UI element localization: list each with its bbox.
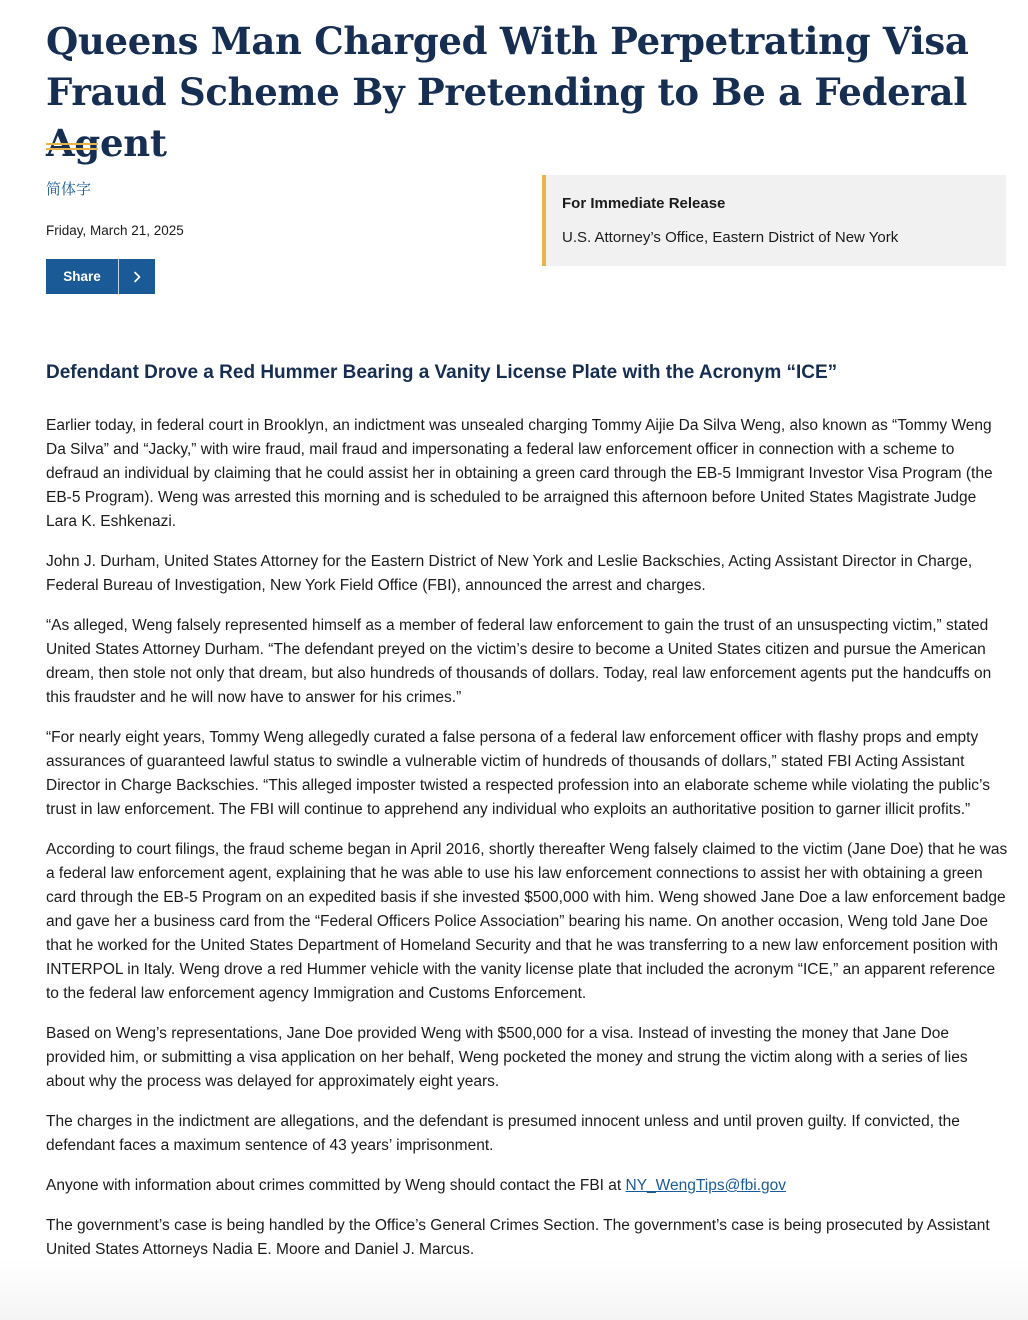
body-paragraph: Earlier today, in federal court in Brooklyn, an indictment was unsealed charging Tommy Aijie Da Silva Weng, also known as “Tommy Weng Da Silva” and “Jacky,” with wire fraud, mail fraud and impersonating a federal law enforcement officer in connection with a scheme to defraud an individual by claiming that he could assist her in obtaining a green card through the EB-5 Immigrant Investor Visa Program (the EB-5 Program). Weng was arrested this morning and is scheduled to be arraigned this afternoon before United States Magistrate Judge Lara K. Eshkenazi. (46, 417, 993, 530)
body-paragraph: Based on Weng’s representations, Jane Doe provided Weng with $500,000 for a visa. Instead of investing the money that Jane Doe provided him, or submitting a visa application on her behalf, Weng pocketed the money and strung the victim along with a series of lies about why the process was delayed for approximately eight years. (46, 1025, 968, 1090)
publish-date: Friday, March 21, 2025 (46, 223, 184, 238)
share-button-label: Share (63, 269, 101, 284)
release-office: U.S. Attorney’s Office, Eastern District of New York (562, 229, 899, 246)
contact-email-link[interactable]: NY_WengTips@fbi.gov (625, 1177, 787, 1194)
body-paragraph: “For nearly eight years, Tommy Weng allegedly curated a false persona of a federal law enforcement officer with flashy props and empty assurances of guaranteed lawful status to swindle a vulnerable victim of hundreds of thousands of dollars,” stated FBI Acting Assistant Director in Charge Backschies. “This alleged imposter twisted a respected profession into an elaborate scheme while violating the public’s trust in law enforcement. The FBI will continue to apprehend any individual who exploits an authoritative position to garner illicit profits.” (46, 729, 990, 818)
article-body (46, 414, 1008, 1278)
page-title: Queens Man Charged With Perpetrating Visa Fraud Scheme By Pretending to Be a Federal Agent (46, 19, 969, 165)
body-paragraph: “As alleged, Weng falsely represented himself as a member of federal law enforcement to gain the trust of an unsuspecting victim,” stated United States Attorney Durham. “The defendant preyed on the victim’s desire to become a United States citizen and pursue the American dream, then stole not only that dream, but also hundreds of thousands of dollars. Today, real law enforcement agents put the handcuffs on this fraudster and he will now have to answer for his crimes.” (46, 617, 992, 706)
release-info-box (542, 175, 1006, 266)
body-paragraph: According to court filings, the fraud scheme began in April 2016, shortly thereafter Weng falsely claimed to the victim (Jane Doe) that he was a federal law enforcement agent, explaining that he was able to use his law enforcement connections to assist her with obtaining a green card through the EB-5 Program on an expedited basis if she invested $500,000 with him. Weng showed Jane Doe a law enforcement badge and gave her a business card from the “Federal Officers Police Association” bearing his name. On another occasion, Weng told Jane Doe that he worked for the United States Department of Homeland Security and that he was transferring to a new law enforcement position with INTERPOL in Italy. Weng drove a red Hummer vehicle with the vanity license plate that included the acronym “ICE,” an apparent reference to the federal law enforcement agency Immigration and Customs Enforcement. (46, 841, 1008, 1002)
closing-paragraph: The government’s case is being handled by the Office’s General Crimes Section. The government’s case is being prosecuted by Assistant United States Attorneys Nadia E. Moore and Daniel J. Marcus. (46, 1217, 990, 1258)
language-link-simplified-chinese[interactable]: 简体字 (46, 181, 92, 198)
contact-text: Anyone with information about crimes committed by Weng should contact the FBI at (46, 1177, 626, 1194)
chevron-right-icon (119, 259, 155, 294)
release-label: For Immediate Release (562, 195, 726, 212)
title-underline-divider (46, 143, 98, 150)
article-subtitle: Defendant Drove a Red Hummer Bearing a Vanity License Plate with the Acronym “ICE” (46, 362, 838, 383)
body-paragraph: The charges in the indictment are allegations, and the defendant is presumed innocent unless and until proven guilty. If convicted, the defendant faces a maximum sentence of 43 years’ imprisonment. (46, 1113, 960, 1154)
contact-paragraph (46, 1174, 1008, 1198)
body-paragraph: John J. Durham, United States Attorney for the Eastern District of New York and Leslie Backschies, Acting Assistant Director in Charge, Federal Bureau of Investigation, New York Field Office (FBI), announced the arrest and charges. (46, 553, 973, 594)
share-button[interactable] (46, 259, 155, 294)
